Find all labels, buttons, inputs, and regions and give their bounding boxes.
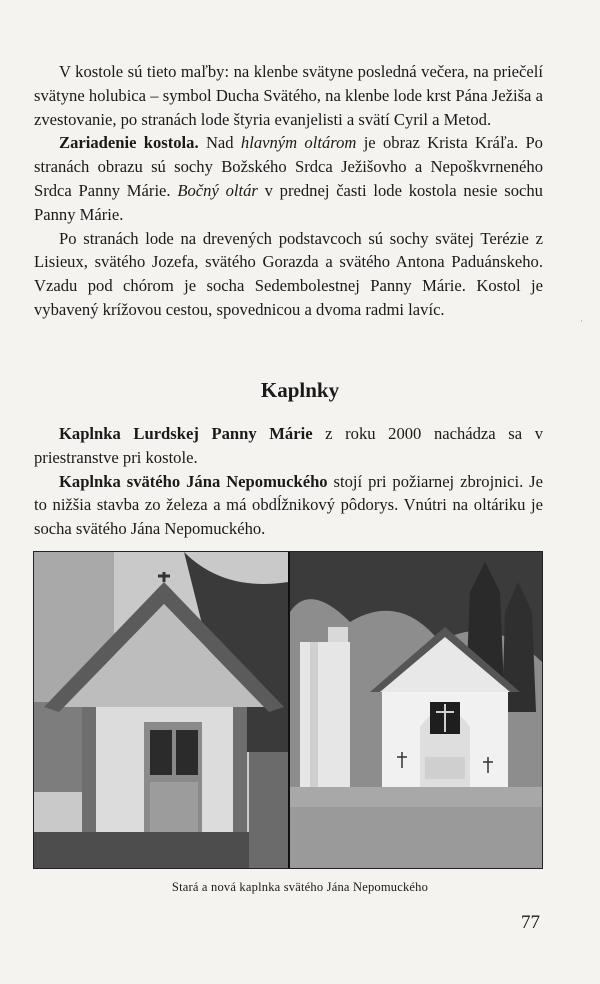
paragraph-lourdes-chapel (34, 422, 543, 470)
body-text-chapels (34, 422, 543, 541)
bold-lead-nepomuk: Kaplnka svätého Jána Nepomuckého (59, 471, 328, 491)
photo-pair (33, 551, 543, 869)
text-run: je obraz Krista Kráľa. Po stranách obrazu sú sochy Božského Srdca Ježišovho a Nepoškvrneného Srdca Panny Márie. (34, 133, 543, 200)
bold-lead-lourdes: Kaplnka Lurdskej Panny Márie (59, 424, 313, 443)
photo-new-chapel (290, 552, 542, 868)
photo-old-chapel (34, 552, 288, 868)
text-run: z roku 2000 nachádza sa v priestranstve pri kostole. (34, 424, 543, 467)
body-text-top (34, 60, 543, 322)
paragraph-nepomuk-chapel (34, 470, 543, 541)
bold-lead-furnishings: Zariadenie kostola. (59, 133, 199, 153)
old-chapel-illustration (34, 552, 288, 868)
text-run: Nad (198, 133, 241, 153)
italic-side-altar: Bočný oltár (177, 180, 258, 200)
text-run: stojí pri požiarnej zbrojnici. Je to nižšia stavba zo železa a má obdĺžnikový pôdorys. Vnútri na oltáriku je socha svätého Jána Nepomuckého. (34, 471, 543, 539)
text-run: v prednej časti lode kostola nesie sochu Panny Márie. (34, 180, 543, 224)
paragraph-church-furnishings (34, 131, 543, 226)
new-chapel-illustration (290, 552, 542, 868)
page-number: 77 (521, 912, 540, 933)
margin-mark: · (580, 316, 583, 326)
section-heading-chapels: Kaplnky (260, 378, 340, 402)
italic-main-altar: hlavným oltárom (240, 133, 357, 153)
paragraph-statues: Po stranách lode na drevených podstavcoch sú sochy svätej Terézie z Lisieux, svätého Jozefa, svätého Gorazda a svätého Antona Paduánskeho. Vzadu pod chórom je socha Sedembolestnej Panny Márie. Kostol je vybavený krížovou cestou, spovednicou a dvoma radmi lavíc. (34, 228, 543, 319)
photo-caption: Stará a nová kaplnka svätého Jána Nepomuckého (171, 880, 429, 894)
paragraph-paintings: V kostole sú tieto maľby: na klenbe svätyne posledná večera, na priečelí svätyne holubica – symbol Ducha Svätého, na klenbe lode krst Pána Ježiša a zvestovanie, po stranách lode štyria evanjelisti a svätí Cyril a Metod. (34, 62, 543, 129)
